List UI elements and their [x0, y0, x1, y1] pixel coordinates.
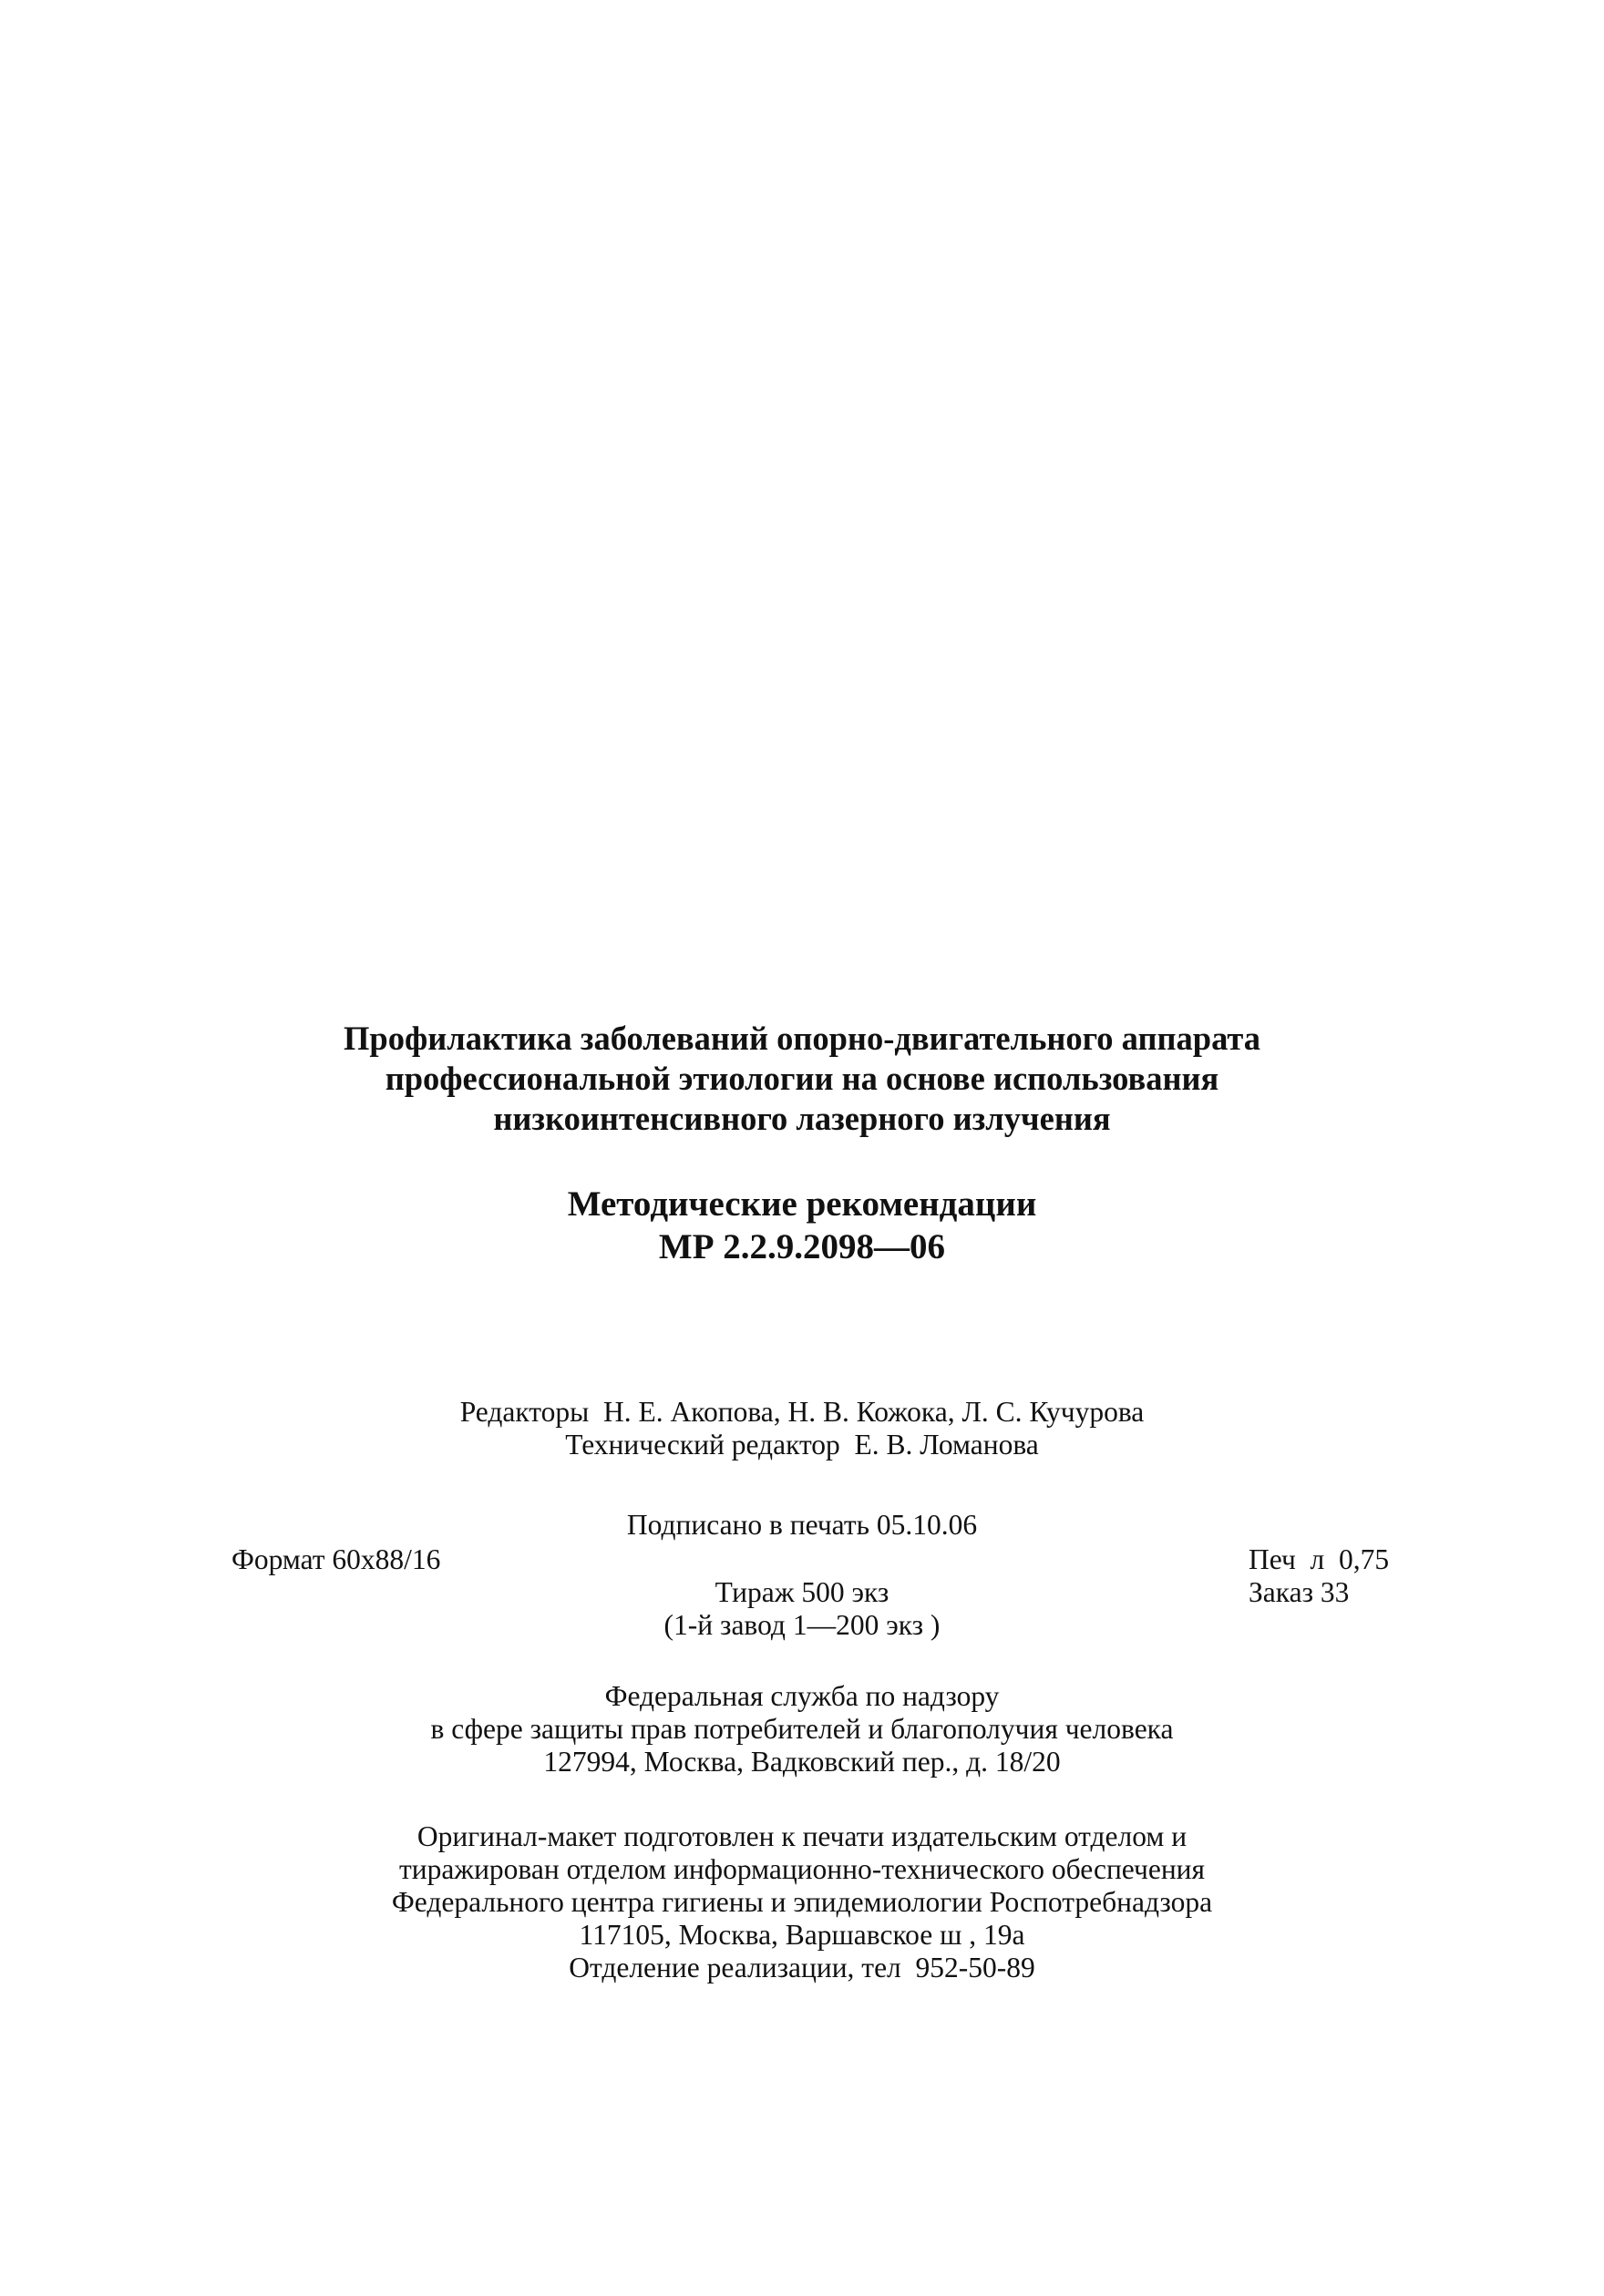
printer-line-5: Отделение реализации, тел 952-50-89 [569, 1952, 1035, 1983]
printer-line-1: Оригинал-макет подготовлен к печати издательским отделом и [416, 1820, 1188, 1852]
publisher-line-1: Федеральная служба по надзору [604, 1680, 1000, 1712]
printer-line-2: тиражирован отделом информационно-технического обеспечения [398, 1853, 1206, 1885]
imprint-signed [0, 1509, 1604, 1542]
publisher-line-3: 127994, Москва, Вадковский пер., д. 18/20 [543, 1746, 1061, 1778]
document-type: Методические рекомендации [567, 1184, 1037, 1224]
printer-info [0, 1820, 1604, 1984]
title-line-2: профессиональной этиологии на основе использования [385, 1060, 1219, 1097]
document-title [0, 1019, 1604, 1139]
run-detail: (1-й завод 1—200 экз ) [663, 1609, 941, 1641]
imprint-format [231, 1543, 440, 1576]
credits [0, 1396, 1604, 1461]
publisher-line-2: в сфере защиты прав потребителей и благополучия человека [430, 1713, 1174, 1745]
editors-line: Редакторы Н. Е. Акопова, Н. В. Кожока, Л. С. Кучурова [459, 1396, 1145, 1428]
order-value: Заказ 33 [1249, 1576, 1350, 1608]
document-code: МР 2.2.9.2098—06 [658, 1227, 946, 1266]
title-line-1: Профилактика заболеваний опорно-двигательного аппарата [344, 1020, 1260, 1057]
publisher-info [0, 1680, 1604, 1778]
printer-line-3: Федерального центра гигиены и эпидемиологии Роспотребнадзора [391, 1886, 1213, 1918]
title-line-3: низкоинтенсивного лазерного излучения [493, 1100, 1111, 1137]
tech-editor-line: Технический редактор Е. В. Ломанова [565, 1429, 1039, 1461]
sheets-value: Печ л 0,75 [1249, 1543, 1390, 1575]
run-value: Тираж 500 экз [715, 1576, 889, 1608]
signed-date: Подписано в печать 05.10.06 [626, 1509, 978, 1541]
imprint-circulation [0, 1576, 1604, 1642]
document-subtitle [0, 1183, 1604, 1268]
format-value: Формат 60x88/16 [231, 1543, 441, 1575]
printer-line-4: 117105, Москва, Варшавское ш , 19а [579, 1919, 1025, 1951]
